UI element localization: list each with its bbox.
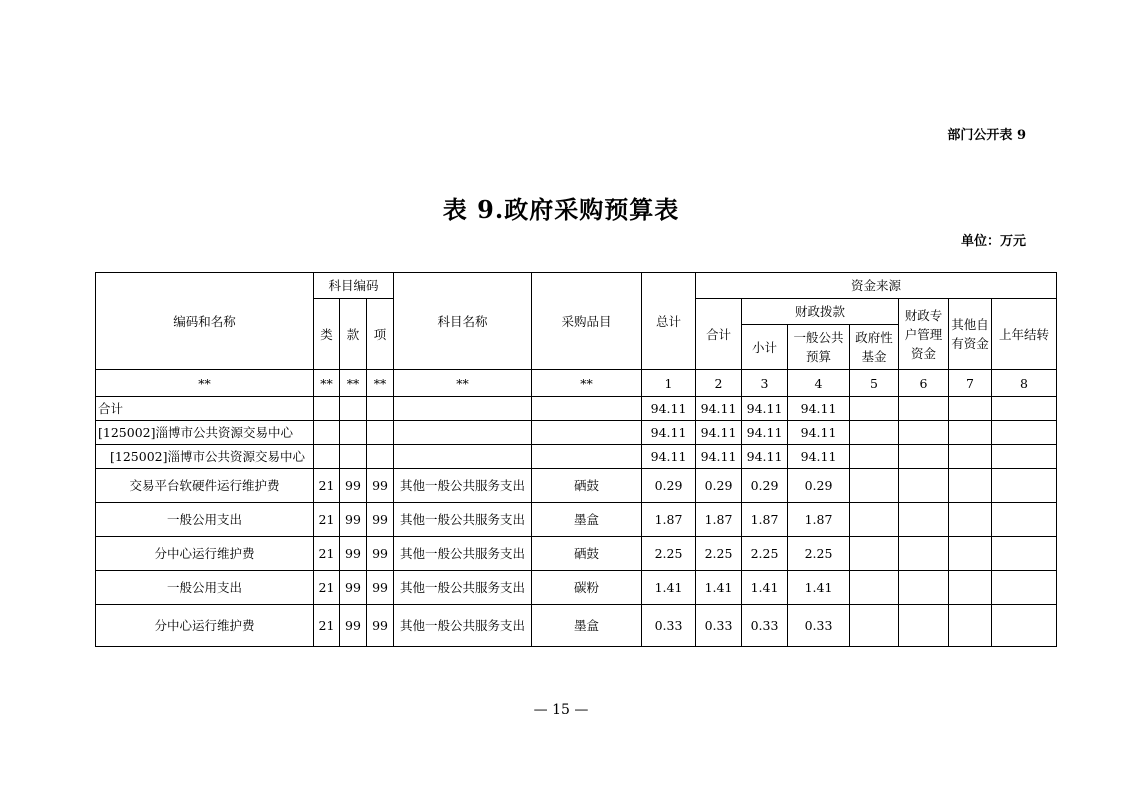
row-kuan: 99 (340, 503, 367, 537)
table-row (96, 605, 1057, 647)
col-item: 采购品目 (532, 273, 642, 370)
table-row (96, 469, 1057, 503)
row-general-budget: 94.11 (788, 397, 850, 421)
row-gov-fund (850, 421, 899, 445)
row-general-budget: 2.25 (788, 537, 850, 571)
col-code-name: 编码和名称 (96, 273, 314, 370)
row-name: [125002]淄博市公共资源交易中心 (96, 421, 314, 445)
row-subject (394, 397, 532, 421)
index-cell: 7 (949, 370, 992, 397)
table-tag: 部门公开表 9 (947, 128, 1026, 143)
row-gov-fund (850, 605, 899, 647)
row-lei (314, 445, 340, 469)
row-carryover (992, 469, 1057, 503)
row-name: [125002]淄博市公共资源交易中心 (96, 445, 314, 469)
row-xiang: 99 (367, 605, 394, 647)
row-own-funds (949, 503, 992, 537)
col-gov-fund: 政府性基金 (850, 325, 899, 370)
row-subject: 其他一般公共服务支出 (394, 469, 532, 503)
row-gov-fund (850, 397, 899, 421)
row-item: 硒鼓 (532, 537, 642, 571)
row-subject: 其他一般公共服务支出 (394, 503, 532, 537)
row-subtotal: 1.87 (742, 503, 788, 537)
row-total: 0.29 (642, 469, 696, 503)
row-general-budget: 1.87 (788, 503, 850, 537)
row-total: 94.11 (642, 421, 696, 445)
row-subject: 其他一般公共服务支出 (394, 571, 532, 605)
row-own-funds (949, 445, 992, 469)
col-kuan: 款 (340, 299, 367, 370)
row-own-funds (949, 605, 992, 647)
row-sum: 1.41 (696, 571, 742, 605)
row-kuan (340, 421, 367, 445)
row-own-funds (949, 421, 992, 445)
row-total: 1.87 (642, 503, 696, 537)
col-total: 总计 (642, 273, 696, 370)
index-cell: 6 (899, 370, 949, 397)
index-cell: ** (367, 370, 394, 397)
unit-label: 单位：万元 (960, 234, 1026, 249)
row-general-budget: 94.11 (788, 445, 850, 469)
row-item: 墨盒 (532, 605, 642, 647)
row-special (899, 397, 949, 421)
row-total: 1.41 (642, 571, 696, 605)
row-subtotal: 94.11 (742, 445, 788, 469)
row-special (899, 421, 949, 445)
index-cell: ** (532, 370, 642, 397)
row-special (899, 571, 949, 605)
row-general-budget: 1.41 (788, 571, 850, 605)
col-lei: 类 (314, 299, 340, 370)
row-gov-fund (850, 469, 899, 503)
row-kuan: 99 (340, 537, 367, 571)
row-carryover (992, 503, 1057, 537)
row-special (899, 537, 949, 571)
row-total: 94.11 (642, 397, 696, 421)
row-subtotal: 94.11 (742, 421, 788, 445)
index-cell: 2 (696, 370, 742, 397)
row-subtotal: 94.11 (742, 397, 788, 421)
row-name: 分中心运行维护费 (96, 605, 314, 647)
row-total: 2.25 (642, 537, 696, 571)
row-lei: 21 (314, 503, 340, 537)
table-row (96, 397, 1057, 421)
row-total: 0.33 (642, 605, 696, 647)
row-item (532, 397, 642, 421)
table-row (96, 571, 1057, 605)
col-fiscal: 财政拨款 (742, 299, 899, 325)
row-xiang (367, 397, 394, 421)
col-sum: 合计 (696, 299, 742, 370)
row-sum: 0.33 (696, 605, 742, 647)
col-subtotal: 小计 (742, 325, 788, 370)
row-gov-fund (850, 571, 899, 605)
row-kuan: 99 (340, 469, 367, 503)
row-sum: 94.11 (696, 397, 742, 421)
row-subject (394, 445, 532, 469)
col-subject-code: 科目编码 (314, 273, 394, 299)
row-carryover (992, 445, 1057, 469)
row-carryover (992, 537, 1057, 571)
row-subtotal: 1.41 (742, 571, 788, 605)
row-xiang: 99 (367, 571, 394, 605)
row-own-funds (949, 571, 992, 605)
procurement-budget-table (95, 272, 1057, 647)
row-item: 硒鼓 (532, 469, 642, 503)
index-cell: ** (340, 370, 367, 397)
row-own-funds (949, 537, 992, 571)
row-general-budget: 0.29 (788, 469, 850, 503)
row-special (899, 503, 949, 537)
row-carryover (992, 397, 1057, 421)
table-row (96, 445, 1057, 469)
index-cell: 5 (850, 370, 899, 397)
page-title: 表 9.政府采购预算表 (442, 195, 680, 224)
row-subject: 其他一般公共服务支出 (394, 537, 532, 571)
row-item: 碳粉 (532, 571, 642, 605)
row-kuan (340, 397, 367, 421)
index-cell: ** (314, 370, 340, 397)
row-sum: 94.11 (696, 421, 742, 445)
col-xiang: 项 (367, 299, 394, 370)
row-general-budget: 0.33 (788, 605, 850, 647)
row-name: 分中心运行维护费 (96, 537, 314, 571)
col-subject-name: 科目名称 (394, 273, 532, 370)
row-general-budget: 94.11 (788, 421, 850, 445)
row-gov-fund (850, 537, 899, 571)
row-lei: 21 (314, 571, 340, 605)
row-special (899, 605, 949, 647)
row-kuan: 99 (340, 571, 367, 605)
row-sum: 2.25 (696, 537, 742, 571)
row-item (532, 421, 642, 445)
row-name: 合计 (96, 397, 314, 421)
row-item: 墨盒 (532, 503, 642, 537)
row-xiang: 99 (367, 469, 394, 503)
col-own-funds: 其他自有资金 (949, 299, 992, 370)
index-row (96, 370, 1057, 397)
row-xiang (367, 445, 394, 469)
row-xiang: 99 (367, 503, 394, 537)
table-row (96, 503, 1057, 537)
row-kuan (340, 445, 367, 469)
row-sum: 1.87 (696, 503, 742, 537)
index-cell: ** (394, 370, 532, 397)
col-general-budget: 一般公共预算 (788, 325, 850, 370)
row-own-funds (949, 469, 992, 503)
page-number: — 15 — (533, 702, 589, 718)
row-kuan: 99 (340, 605, 367, 647)
row-lei: 21 (314, 537, 340, 571)
row-lei: 21 (314, 605, 340, 647)
index-cell: 4 (788, 370, 850, 397)
row-subject: 其他一般公共服务支出 (394, 605, 532, 647)
row-sum: 0.29 (696, 469, 742, 503)
row-total: 94.11 (642, 445, 696, 469)
col-fund-source: 资金来源 (696, 273, 1057, 299)
row-gov-fund (850, 445, 899, 469)
row-name: 一般公用支出 (96, 571, 314, 605)
col-carryover: 上年结转 (992, 299, 1057, 370)
row-lei (314, 397, 340, 421)
row-subtotal: 0.33 (742, 605, 788, 647)
row-carryover (992, 421, 1057, 445)
index-cell: ** (96, 370, 314, 397)
table-row (96, 421, 1057, 445)
row-special (899, 469, 949, 503)
row-lei: 21 (314, 469, 340, 503)
index-cell: 1 (642, 370, 696, 397)
row-subtotal: 2.25 (742, 537, 788, 571)
row-sum: 94.11 (696, 445, 742, 469)
row-gov-fund (850, 503, 899, 537)
row-carryover (992, 605, 1057, 647)
row-subject (394, 421, 532, 445)
row-item (532, 445, 642, 469)
index-cell: 3 (742, 370, 788, 397)
row-lei (314, 421, 340, 445)
row-xiang: 99 (367, 537, 394, 571)
row-carryover (992, 571, 1057, 605)
index-cell: 8 (992, 370, 1057, 397)
table-row (96, 537, 1057, 571)
col-special: 财政专户管理资金 (899, 299, 949, 370)
row-special (899, 445, 949, 469)
row-name: 一般公用支出 (96, 503, 314, 537)
row-name: 交易平台软硬件运行维护费 (96, 469, 314, 503)
row-xiang (367, 421, 394, 445)
row-subtotal: 0.29 (742, 469, 788, 503)
row-own-funds (949, 397, 992, 421)
